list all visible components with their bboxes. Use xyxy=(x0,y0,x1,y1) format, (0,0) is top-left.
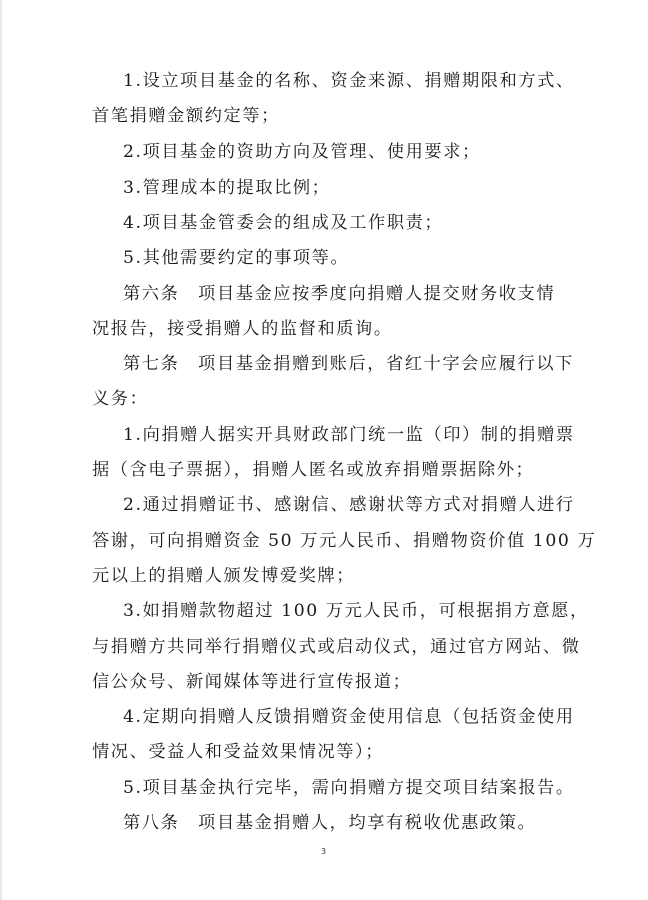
body-line: 据（含电子票据），捐赠人匿名或放弃捐赠票据除外； xyxy=(92,460,535,480)
body-line: 3.管理成本的提取比例； xyxy=(123,178,331,198)
article-heading-line: 第六条 项目基金应按季度向捐赠人提交财务收支情 xyxy=(123,284,556,304)
article-heading-line: 第八条 项目基金捐赠人，均享有税收优惠政策。 xyxy=(123,813,537,833)
body-line: 况报告，接受捐赠人的监督和质询。 xyxy=(92,319,393,339)
body-line: 2.通过捐赠证书、感谢信、感谢状等方式对捐赠人进行 xyxy=(123,495,575,515)
body-line: 5.其他需要约定的事项等。 xyxy=(123,248,350,268)
body-line: 4.定期向捐赠人反馈捐赠资金使用信息（包括资金使用 xyxy=(123,707,575,727)
body-line: 情况、受益人和受益效果情况等）； xyxy=(92,742,385,762)
body-line: 4.项目基金管委会的组成及工作职责； xyxy=(123,213,444,233)
body-line: 与捐赠方共同举行捐赠仪式或启动仪式，通过官方网站、微 xyxy=(92,637,581,657)
body-line: 1.向捐赠人据实开具财政部门统一监（印）制的捐赠票 xyxy=(123,425,575,445)
body-line: 义务： xyxy=(92,389,149,409)
article-heading-line: 第七条 项目基金捐赠到账后，省红十字会应履行以下 xyxy=(123,354,574,374)
body-line: 1.设立项目基金的名称、资金来源、捐赠期限和方式、 xyxy=(123,71,575,91)
body-line: 元以上的捐赠人颁发博爱奖牌； xyxy=(92,566,356,586)
body-line: 信公众号、新闻媒体等进行宣传报道； xyxy=(92,672,412,692)
body-line: 2.项目基金的资助方向及管理、使用要求； xyxy=(123,142,481,162)
body-line: 5.项目基金执行完毕，需向捐赠方提交项目结案报告。 xyxy=(123,778,575,798)
body-line: 答谢，可向捐赠资金 50 万元人民币、捐赠物资价值 100 万 xyxy=(92,531,597,551)
body-line: 3.如捐赠款物超过 100 万元人民币，可根据捐方意愿， xyxy=(123,601,589,621)
body-line: 首笔捐赠金额约定等； xyxy=(92,106,280,126)
page-number: 3 xyxy=(321,847,327,856)
